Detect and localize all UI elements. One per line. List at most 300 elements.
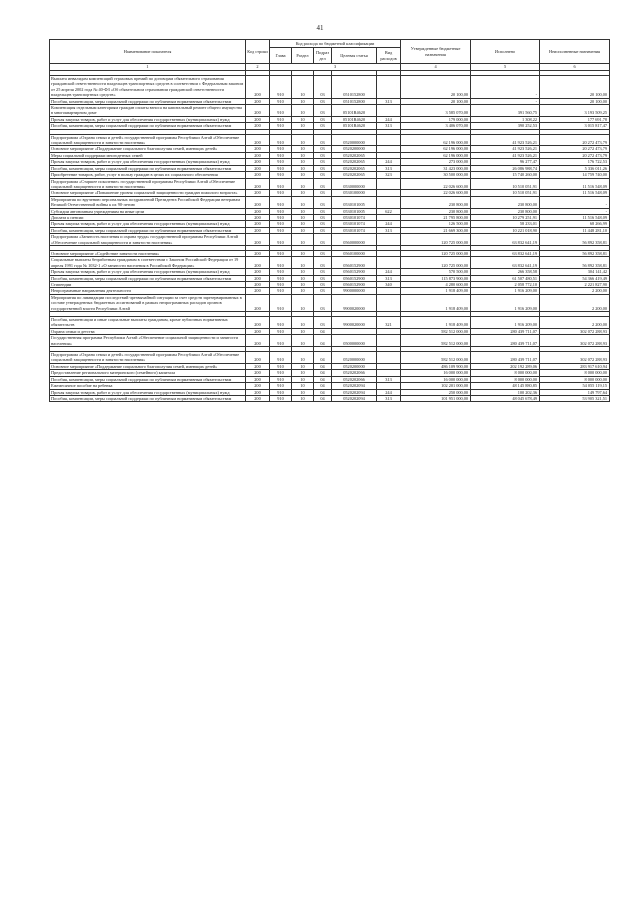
row-approved: 21 795 800,00 [401, 214, 471, 220]
row-razdel: 10 [292, 395, 314, 401]
row-name: Мероприятия по вручению персональных поздравлений Президента Российской Федерации ветеранам Великой Отечественной войны к их 90-летию [50, 196, 246, 208]
row-razdel: 10 [292, 352, 314, 364]
table-row [50, 105, 610, 117]
row-target: 0520200000 [332, 363, 377, 369]
row-executed: 1 916 209,00 [471, 294, 540, 311]
row-target: 0520202066 [332, 370, 377, 376]
row-executed: 100 202,36 [471, 389, 540, 395]
row-executed: 280 439 711,07 [471, 352, 540, 364]
row-approved: 486 109 900,00 [401, 363, 471, 369]
row-glava: 910 [270, 395, 292, 401]
row-podrazdel: 04 [314, 335, 332, 347]
row-name: Подпрограмма «Охрана семьи и детей» государственной программы Республики Алтай «Обеспечение социальной защищенности и занятости населения» [50, 134, 246, 146]
row-unexecuted: 176 722,53 [540, 159, 610, 165]
row-line-code: 200 [246, 294, 270, 311]
row-executed: 8 000 000,00 [471, 370, 540, 376]
row-target: 0520202065 [332, 152, 377, 158]
row-line-code: 200 [246, 227, 270, 233]
row-podrazdel: 03 [314, 214, 332, 220]
row-line-code: 200 [246, 178, 270, 190]
row-executed: 41 923 526,21 [471, 146, 540, 152]
row-line-code: 200 [246, 389, 270, 395]
row-unexecuted: 11 516 548,09 [540, 178, 610, 190]
row-unexecuted: 20 272 473,79 [540, 134, 610, 146]
row-glava: 910 [270, 190, 292, 196]
row-line-code: 200 [246, 98, 270, 104]
row-podrazdel: 03 [314, 250, 332, 256]
row-unexecuted: 2 200,00 [540, 288, 610, 294]
row-executed: 230 800,00 [471, 196, 540, 208]
column-number: 4 [401, 64, 471, 71]
row-unexecuted: 20 100,00 [540, 76, 610, 99]
table-row [50, 257, 610, 269]
row-vid [377, 335, 401, 347]
row-vid: 313 [377, 376, 401, 382]
row-name: Основное мероприятие «Поддержание социального благополучия семей, имеющих детей» [50, 363, 246, 369]
row-target: 0520202094 [332, 395, 377, 401]
row-executed: - [471, 76, 540, 99]
row-razdel: 10 [292, 172, 314, 178]
row-executed: 10 221 018,90 [471, 227, 540, 233]
row-executed: 280 439 711,07 [471, 335, 540, 347]
row-name: Прочая закупка товаров, работ и услуг для обеспечения государственных (муниципальных) нужд [50, 221, 246, 227]
row-line-code: 200 [246, 105, 270, 117]
row-executed: 10 510 051,91 [471, 190, 540, 196]
row-razdel: 10 [292, 178, 314, 190]
row-podrazdel: 03 [314, 227, 332, 233]
row-unexecuted: 20 272 473,79 [540, 146, 610, 152]
row-glava: 910 [270, 335, 292, 347]
row-name: Субсидии автономным учреждениям на иные цели [50, 208, 246, 214]
row-target: 0560152900 [332, 275, 377, 281]
header-target: Целевая статья [332, 48, 377, 64]
row-glava: 910 [270, 363, 292, 369]
row-vid: 244 [377, 389, 401, 395]
row-approved: 179 000,00 [401, 116, 471, 122]
row-name: Пособия, компенсации, меры социальной поддержки по публичным нормативным обязательствам [50, 275, 246, 281]
row-approved: 1 918 409,00 [401, 288, 471, 294]
header-podrazdel: Подраз дел [314, 48, 332, 64]
row-approved: 21 669 300,00 [401, 227, 471, 233]
row-vid [377, 234, 401, 246]
row-executed: 63 832 641,19 [471, 257, 540, 269]
row-podrazdel: 04 [314, 383, 332, 389]
row-executed: 391 560,75 [471, 105, 540, 117]
row-glava: 910 [270, 328, 292, 334]
table-row [50, 317, 610, 329]
row-name: Прочая закупка товаров, работ и услуг для обеспечения государственных (муниципальных) нужд [50, 116, 246, 122]
row-approved: 20 100,00 [401, 98, 471, 104]
row-vid [377, 196, 401, 208]
row-name: Мероприятия по ликвидации последствий чрезвычайной ситуации за счет средств зарезервированных в составе утвержденных бюджетных ассигнований в рамках непрограммных расходов органов государственной власти Республики Алтай [50, 294, 246, 311]
row-approved: 16 000 000,00 [401, 370, 471, 376]
row-target: 0520202094 [332, 389, 377, 395]
row-target: 0520000000 [332, 352, 377, 364]
row-unexecuted: 8 000 000,00 [540, 370, 610, 376]
row-glava: 910 [270, 269, 292, 275]
row-line-code: 200 [246, 335, 270, 347]
row-podrazdel: 03 [314, 146, 332, 152]
row-razdel: 10 [292, 328, 314, 334]
row-unexecuted: 304 141,42 [540, 269, 610, 275]
row-glava: 910 [270, 389, 292, 395]
row-podrazdel: 03 [314, 257, 332, 269]
row-target: 9900000000 [332, 288, 377, 294]
row-vid: 244 [377, 159, 401, 165]
table-body [50, 71, 610, 402]
row-razdel: 10 [292, 98, 314, 104]
row-razdel: 10 [292, 146, 314, 152]
row-line-code: 200 [246, 288, 270, 294]
row-target: 0530100000 [332, 190, 377, 196]
row-target: 0530101074 [332, 221, 377, 227]
row-line-code: 200 [246, 76, 270, 99]
row-line-code: 200 [246, 152, 270, 158]
row-glava: 910 [270, 76, 292, 99]
row-executed: 2 058 772,10 [471, 282, 540, 288]
row-podrazdel: 03 [314, 152, 332, 158]
row-target: 0560152900 [332, 269, 377, 275]
row-vid: 340 [377, 282, 401, 288]
row-glava: 910 [270, 282, 292, 288]
row-name: Пособия, компенсации, меры социальной поддержки по публичным нормативным обязательствам [50, 165, 246, 171]
row-name: Основное мероприятие «Содействие занятости населения» [50, 250, 246, 256]
row-approved: 582 512 000,00 [401, 335, 471, 347]
row-line-code: 200 [246, 352, 270, 364]
row-line-code: 200 [246, 214, 270, 220]
row-executed: 48 145 880,85 [471, 383, 540, 389]
row-glava: 910 [270, 178, 292, 190]
column-number: 3 [270, 64, 401, 71]
row-executed: 266 358,58 [471, 269, 540, 275]
row-podrazdel: 03 [314, 196, 332, 208]
row-approved: 250 000,00 [401, 389, 471, 395]
row-executed: 96 277,47 [471, 159, 540, 165]
row-podrazdel: 03 [314, 294, 332, 311]
row-approved: 230 800,00 [401, 196, 471, 208]
row-unexecuted: 14 759 740,00 [540, 172, 610, 178]
row-unexecuted: 2 221 827,90 [540, 282, 610, 288]
row-executed: 63 832 641,19 [471, 250, 540, 256]
row-target: 0560152900 [332, 282, 377, 288]
table-row [50, 76, 610, 99]
row-line-code: 200 [246, 165, 270, 171]
row-podrazdel: 04 [314, 352, 332, 364]
table-row [50, 134, 610, 146]
row-glava: 910 [270, 196, 292, 208]
table-row [50, 234, 610, 246]
row-executed: 8 000 000,00 [471, 376, 540, 382]
row-name: Компенсация отдельным категориям граждан оплаты взноса на капитальный ремонт общего имущества в многоквартирном доме [50, 105, 246, 117]
row-target: 0530101074 [332, 214, 377, 220]
budget-table [49, 39, 610, 402]
table-row [50, 196, 610, 208]
row-approved: 22 026 600,00 [401, 178, 471, 190]
row-approved: 273 000,00 [401, 159, 471, 165]
row-vid: 313 [377, 395, 401, 401]
row-approved: 1 918 409,00 [401, 317, 471, 329]
row-target: 0560152900 [332, 257, 377, 269]
row-razdel: 10 [292, 234, 314, 246]
row-line-code: 200 [246, 328, 270, 334]
row-approved: 62 196 000,00 [401, 146, 471, 152]
row-executed: 280 439 711,07 [471, 328, 540, 334]
row-razdel: 10 [292, 376, 314, 382]
row-podrazdel: 04 [314, 395, 332, 401]
row-target: 0520202065 [332, 172, 377, 178]
table-row [50, 178, 610, 190]
row-podrazdel: 03 [314, 269, 332, 275]
row-line-code: 200 [246, 116, 270, 122]
row-glava: 910 [270, 376, 292, 382]
row-target: 05101R4620 [332, 116, 377, 122]
row-vid: 313 [377, 98, 401, 104]
row-podrazdel: 03 [314, 282, 332, 288]
row-unexecuted: 302 072 288,93 [540, 352, 610, 364]
row-glava: 910 [270, 288, 292, 294]
row-executed: 10 279 251,91 [471, 214, 540, 220]
header-vid: Вид расходов [377, 48, 401, 64]
row-vid: 313 [377, 275, 401, 281]
row-target: 0530101005 [332, 196, 377, 208]
row-razdel: 10 [292, 335, 314, 347]
row-name: Прочая закупка товаров, работ и услуг для обеспечения государственных (муниципальных) нужд [50, 269, 246, 275]
row-razdel: 10 [292, 370, 314, 376]
row-glava: 910 [270, 152, 292, 158]
row-executed: 63 832 641,19 [471, 234, 540, 246]
row-target: 0520202065 [332, 165, 377, 171]
row-unexecuted: 54 366 419,49 [540, 275, 610, 281]
row-razdel: 10 [292, 116, 314, 122]
row-podrazdel: 03 [314, 234, 332, 246]
row-executed: 202 192 289,06 [471, 363, 540, 369]
row-podrazdel: 03 [314, 208, 332, 214]
row-executed: 48 045 678,49 [471, 395, 540, 401]
row-line-code: 200 [246, 275, 270, 281]
row-razdel: 10 [292, 208, 314, 214]
row-vid [377, 134, 401, 146]
row-executed: 10 510 051,91 [471, 178, 540, 190]
row-approved: 230 800,00 [401, 208, 471, 214]
row-approved: 31 423 000,00 [401, 165, 471, 171]
row-line-code: 200 [246, 221, 270, 227]
row-glava: 910 [270, 105, 292, 117]
row-name: Основное мероприятие «Повышение уровня социальной защищенности граждан пожилого возраста» [50, 190, 246, 196]
row-glava: 910 [270, 208, 292, 214]
row-line-code: 200 [246, 159, 270, 165]
row-name: Ежемесячное пособие на ребенка [50, 383, 246, 389]
row-approved: 120 725 000,00 [401, 257, 471, 269]
row-unexecuted: 302 072 288,93 [540, 328, 610, 334]
row-line-code: 200 [246, 134, 270, 146]
table-row [50, 352, 610, 364]
row-target: 05101R4620 [332, 105, 377, 117]
row-executed: 15 740 260,00 [471, 172, 540, 178]
row-executed: 41 923 526,21 [471, 152, 540, 158]
header-approved: Утвержденные бюджетные назначения [401, 40, 471, 64]
row-name: Подпрограмма «Занятость населения и охрана труда» государственной программы Республики Алтай «Обеспечение социальной защищенности и занятости населения» [50, 234, 246, 246]
page-number: 41 [316, 24, 324, 32]
row-unexecuted: - [540, 208, 610, 214]
row-razdel: 10 [292, 190, 314, 196]
row-podrazdel: 03 [314, 105, 332, 117]
row-approved: 582 512 000,00 [401, 352, 471, 364]
row-executed: 1 916 209,00 [471, 288, 540, 294]
row-razdel: 10 [292, 227, 314, 233]
row-unexecuted: 20 272 473,79 [540, 152, 610, 158]
row-glava: 910 [270, 294, 292, 311]
header-glava: Глава [270, 48, 292, 64]
row-glava: 910 [270, 250, 292, 256]
column-number-row [50, 64, 610, 71]
row-vid: 323 [377, 172, 401, 178]
row-line-code: 200 [246, 196, 270, 208]
row-vid: 244 [377, 221, 401, 227]
row-razdel: 10 [292, 165, 314, 171]
row-name: Непрограммные направления деятельности [50, 288, 246, 294]
row-executed: 1 916 209,00 [471, 317, 540, 329]
row-approved: 3 585 070,00 [401, 105, 471, 117]
header-name: Наименование показателя [50, 40, 246, 64]
row-vid: 321 [377, 317, 401, 329]
row-podrazdel: 03 [314, 165, 332, 171]
row-unexecuted: 2 200,00 [540, 294, 610, 311]
row-vid: 313 [377, 123, 401, 129]
row-glava: 910 [270, 352, 292, 364]
row-executed: 26 086 988,74 [471, 165, 540, 171]
row-line-code: 200 [246, 172, 270, 178]
row-line-code: 200 [246, 269, 270, 275]
row-name: Основное мероприятие «Поддержание социального благополучия семей, имеющих детей» [50, 146, 246, 152]
row-executed: 1 308,22 [471, 116, 540, 122]
row-name: Социальные выплаты безработным гражданам в соответствии с Законом Российской Федерации от 19 апреля 1991 года № 1032-1 «О занятости населения в Российской Федерации» [50, 257, 246, 269]
row-glava: 910 [270, 98, 292, 104]
row-razdel: 10 [292, 250, 314, 256]
row-line-code: 200 [246, 376, 270, 382]
row-executed: - [471, 98, 540, 104]
column-number: 6 [540, 64, 610, 71]
row-name: Доплата к пенсии [50, 214, 246, 220]
row-vid [377, 352, 401, 364]
header-line-code: Код строки [246, 40, 270, 64]
row-line-code: 200 [246, 257, 270, 269]
row-target: 9900020000 [332, 317, 377, 329]
row-glava: 910 [270, 383, 292, 389]
row-razdel: 10 [292, 196, 314, 208]
row-line-code: 200 [246, 282, 270, 288]
row-vid: 313 [377, 165, 401, 171]
row-razdel: 10 [292, 214, 314, 220]
row-glava: 910 [270, 227, 292, 233]
row-unexecuted: - [540, 196, 610, 208]
row-executed: 390 252,53 [471, 123, 540, 129]
row-razdel: 10 [292, 275, 314, 281]
row-target: 0520202065 [332, 159, 377, 165]
row-glava: 910 [270, 146, 292, 152]
row-vid [377, 105, 401, 117]
row-vid [377, 294, 401, 311]
row-executed: 58 233,01 [471, 221, 540, 227]
row-podrazdel: 04 [314, 376, 332, 382]
row-unexecuted: 53 905 321,51 [540, 395, 610, 401]
row-line-code: 200 [246, 317, 270, 329]
table-row [50, 294, 610, 311]
row-podrazdel: 03 [314, 275, 332, 281]
row-glava: 910 [270, 159, 292, 165]
header-classification: Код расхода по бюджетной классификации [270, 40, 401, 48]
row-podrazdel: 03 [314, 288, 332, 294]
row-razdel: 10 [292, 159, 314, 165]
row-target: 0520202094 [332, 383, 377, 389]
row-razdel: 10 [292, 269, 314, 275]
row-name: Подпрограмма «Старшее поколение» государственной программы Республики Алтай «Обеспечение социальной защищенности и занятости населения» [50, 178, 246, 190]
row-podrazdel: 04 [314, 328, 332, 334]
row-unexecuted: 2 200,00 [540, 317, 610, 329]
row-glava: 910 [270, 317, 292, 329]
row-glava: 910 [270, 123, 292, 129]
row-podrazdel: 03 [314, 221, 332, 227]
row-name: Государственная программа Республики Алтай «Обеспечение социальной защищенности и занятости населения» [50, 335, 246, 347]
row-line-code: 200 [246, 146, 270, 152]
row-approved: 120 725 000,00 [401, 234, 471, 246]
budget-table-sheet [49, 39, 609, 402]
column-number: 2 [246, 64, 270, 71]
row-podrazdel: 03 [314, 172, 332, 178]
row-executed: 41 923 526,21 [471, 134, 540, 146]
row-target: 0520202066 [332, 376, 377, 382]
header-unexecuted: Неисполненные назначения [540, 40, 610, 64]
row-podrazdel: 03 [314, 76, 332, 99]
row-name: Выплата инвалидам компенсаций страховых премий по договорам обязательного страхования гражданской ответственности владельцев транспортных средств в соответствии с Федеральным законом от 25 апреля 2002 года № 40-ФЗ «Об обязательном страховании гражданской ответственности владельцев транспортных средств» [50, 76, 246, 99]
row-podrazdel: 03 [314, 98, 332, 104]
row-podrazdel: 03 [314, 116, 332, 122]
column-number: 5 [471, 64, 540, 71]
row-glava: 910 [270, 370, 292, 376]
row-unexecuted: 54 055 119,15 [540, 383, 610, 389]
row-unexecuted: 149 797,64 [540, 389, 610, 395]
row-approved: 102 201 000,00 [401, 383, 471, 389]
row-vid [377, 178, 401, 190]
row-glava: 910 [270, 275, 292, 281]
row-approved: 4 280 600,00 [401, 282, 471, 288]
row-razdel: 10 [292, 282, 314, 288]
row-razdel: 10 [292, 152, 314, 158]
row-podrazdel: 04 [314, 363, 332, 369]
row-glava: 910 [270, 116, 292, 122]
row-vid: 244 [377, 116, 401, 122]
row-name: Подпрограмма «Охрана семьи и детей» государственной программы Республики Алтай «Обеспечение социальной защищенности и занятости населения» [50, 352, 246, 364]
row-name: Пособия, компенсации и иные социальные выплаты гражданам, кроме публичных нормативных обязательств [50, 317, 246, 329]
row-glava: 910 [270, 134, 292, 146]
row-target: 0530000000 [332, 178, 377, 190]
row-approved: 16 000 000,00 [401, 376, 471, 382]
row-unexecuted: 302 072 288,93 [540, 335, 610, 347]
row-podrazdel: 04 [314, 389, 332, 395]
row-line-code: 200 [246, 123, 270, 129]
row-line-code: 200 [246, 395, 270, 401]
row-razdel: 10 [292, 221, 314, 227]
row-razdel: 10 [292, 363, 314, 369]
row-name: Пособия, компенсации, меры социальной поддержки по публичным нормативным обязательствам [50, 98, 246, 104]
row-line-code: 200 [246, 383, 270, 389]
row-unexecuted: 11 448 281,10 [540, 227, 610, 233]
row-executed: 230 800,00 [471, 208, 540, 214]
row-unexecuted: 56 892 358,81 [540, 250, 610, 256]
row-vid [377, 257, 401, 269]
row-name: Стипендии [50, 282, 246, 288]
table-row [50, 395, 610, 401]
row-unexecuted: 11 516 548,09 [540, 190, 610, 196]
